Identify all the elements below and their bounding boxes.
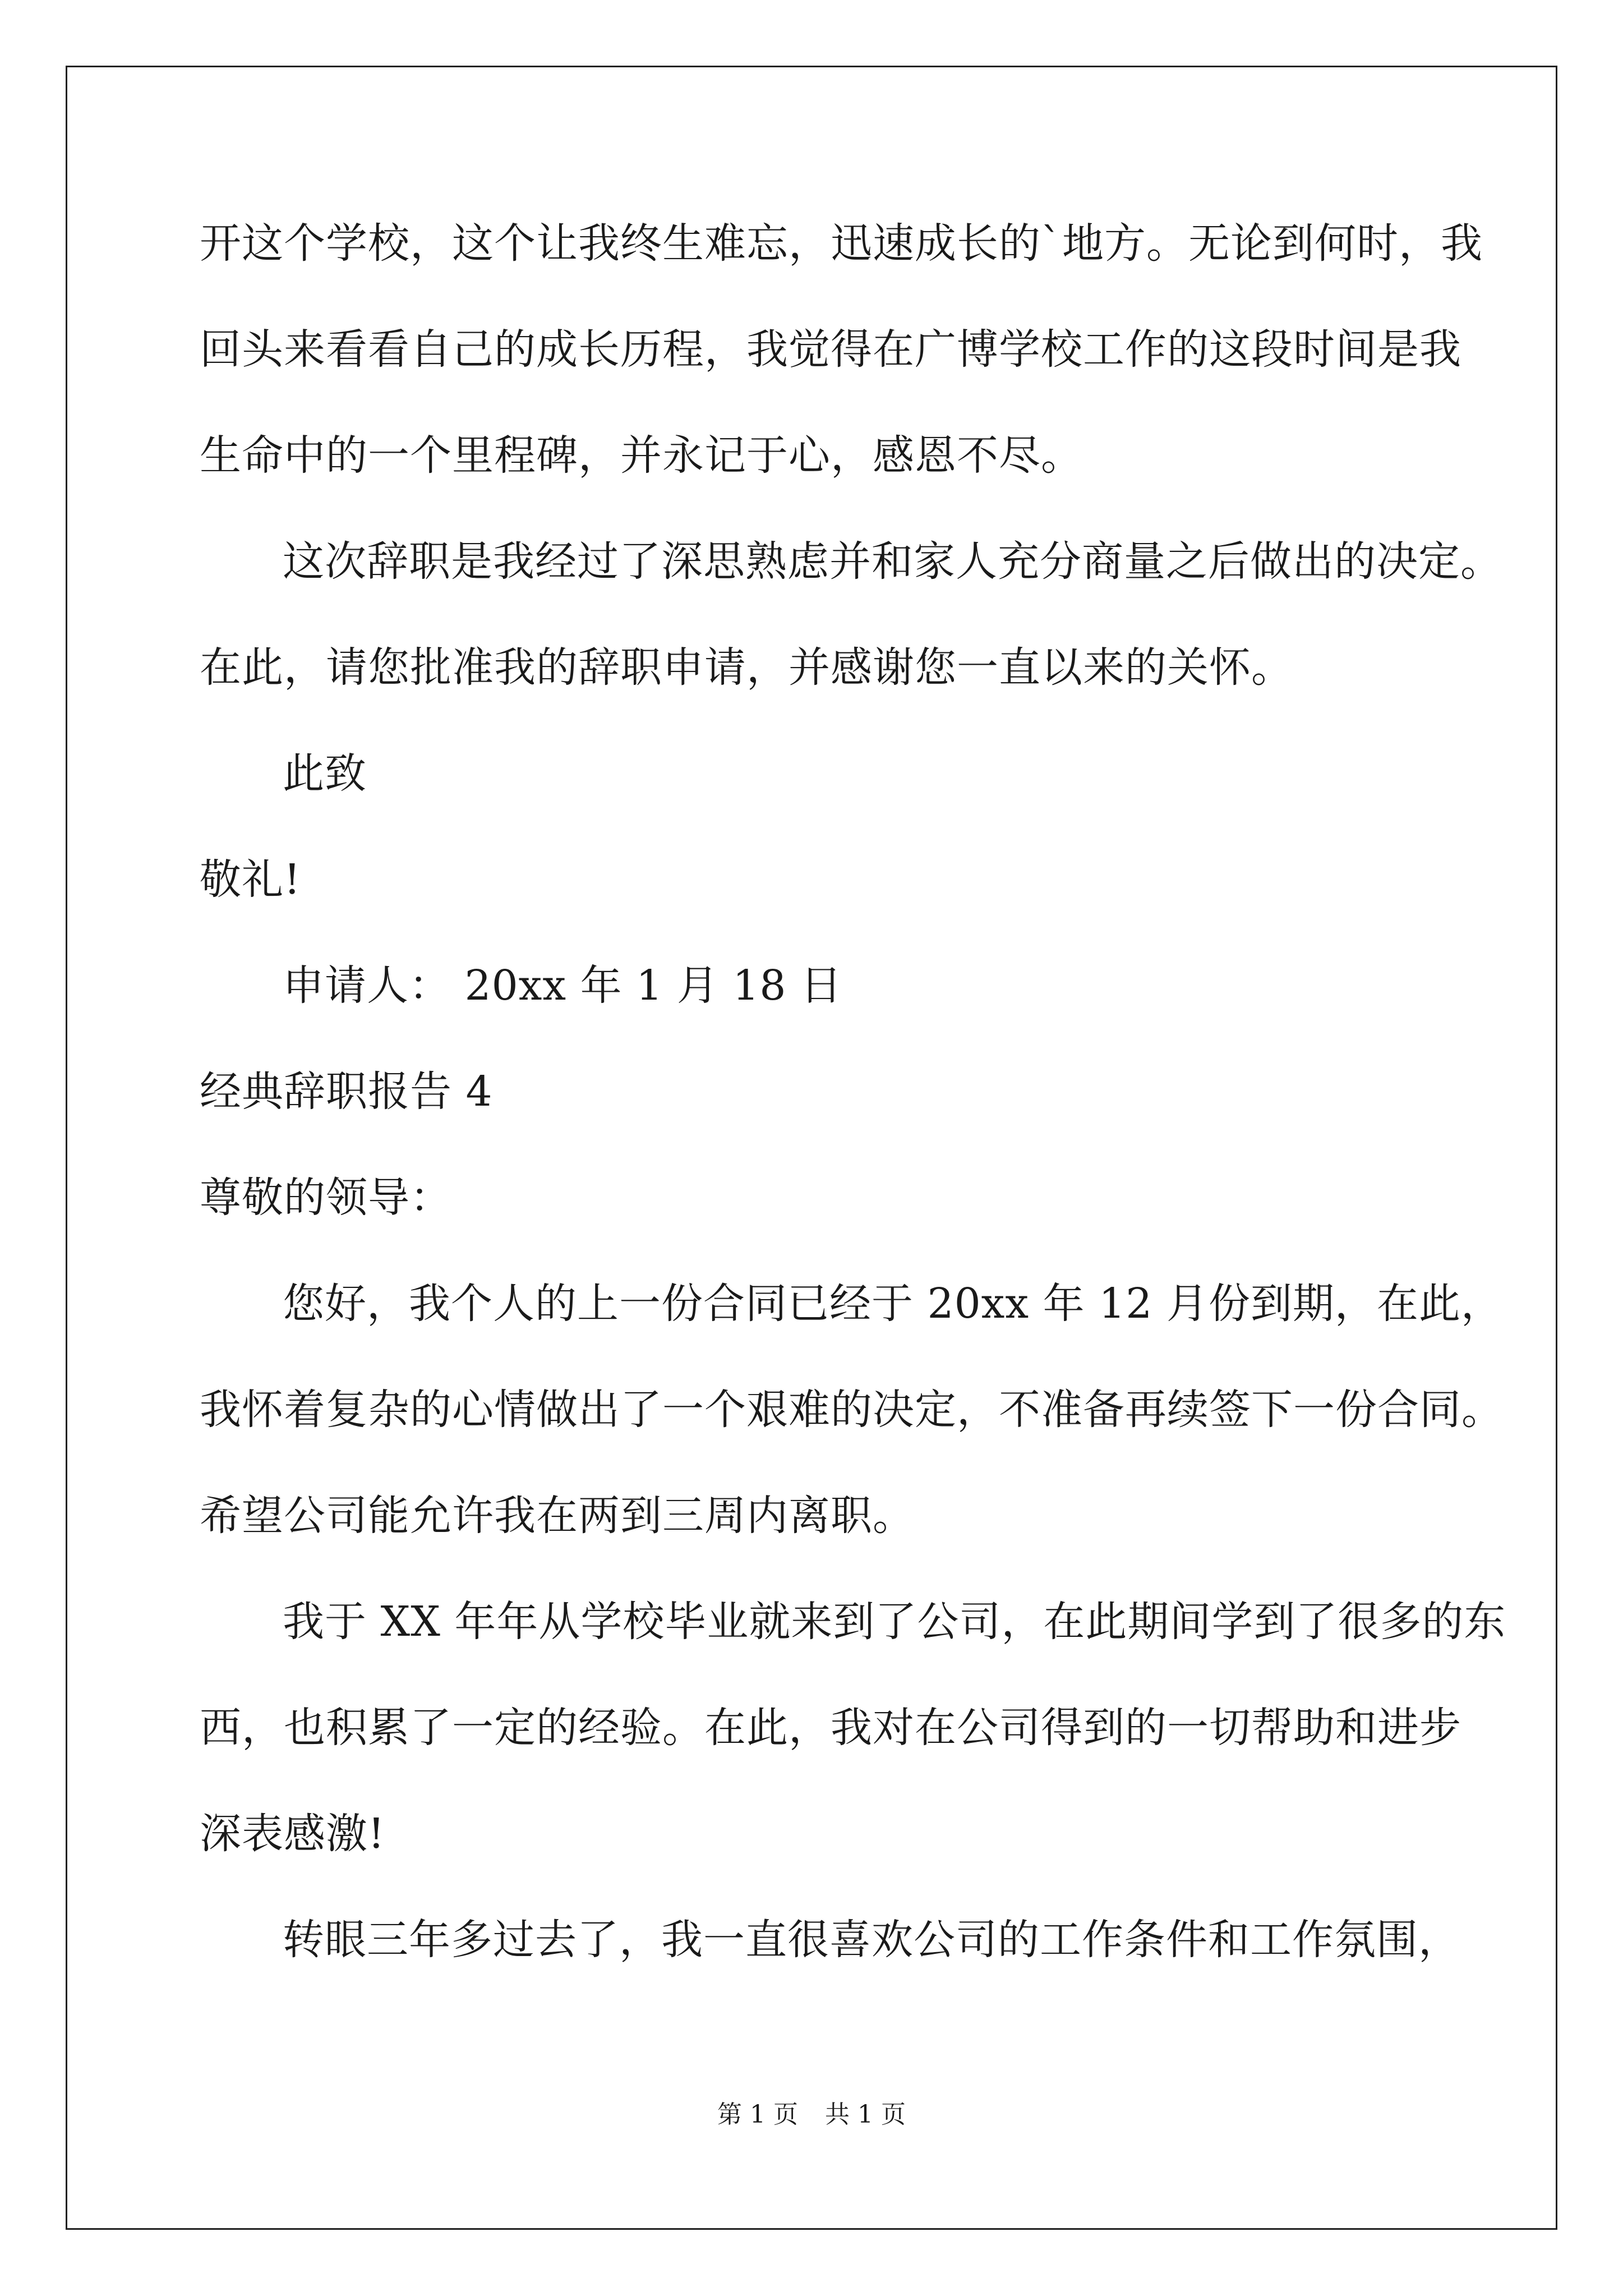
text-line: 转眼三年多过去了，我一直很喜欢公司的工作条件和工作氛围， <box>283 1916 1460 1964</box>
letter-greeting: 尊敬的领导： <box>200 1174 452 1222</box>
salutation-regards: 敬礼! <box>200 855 301 904</box>
text-line: 生命中的一个里程碑，并永记于心，感恩不尽。 <box>200 431 1083 480</box>
text-line: 开这个学校，这个让我终生难忘，迅速成长的`地方。无论到何时，我 <box>200 219 1483 268</box>
text-line: 我于 XX 年年从学校毕业就来到了公司，在此期间学到了很多的东 <box>283 1598 1506 1646</box>
text-line: 希望公司能允许我在两到三周内离职。 <box>200 1492 915 1540</box>
text-line: 在此，请您批准我的辞职申请，并感谢您一直以来的关怀。 <box>200 643 1293 692</box>
document-body <box>200 191 1506 1993</box>
page-footer <box>0 2098 1623 2132</box>
text-line: 深表感激! <box>200 1810 385 1858</box>
page-number-current: 第 1 页 <box>717 2100 798 2129</box>
text-line: 我怀着复杂的心情做出了一个艰难的决定，不准备再续签下一份合同。 <box>200 1386 1504 1434</box>
section-heading: 经典辞职报告 4 <box>200 1068 493 1116</box>
salutation-closing: 此致 <box>283 749 367 798</box>
text-line: 西，也积累了一定的经验。在此，我对在公司得到的一切帮助和进步 <box>200 1704 1461 1752</box>
applicant-signature-line: 申请人： 20xx 年 1 月 18 日 <box>283 961 843 1010</box>
text-line: 这次辞职是我经过了深思熟虑并和家人充分商量之后做出的决定。 <box>283 537 1502 586</box>
page-number-total: 共 1 页 <box>825 2100 906 2129</box>
text-line: 回头来看看自己的成长历程，我觉得在广博学校工作的这段时间是我 <box>200 325 1461 374</box>
text-line: 您好，我个人的上一份合同已经于 20xx 年 12 月份到期，在此， <box>283 1280 1503 1328</box>
